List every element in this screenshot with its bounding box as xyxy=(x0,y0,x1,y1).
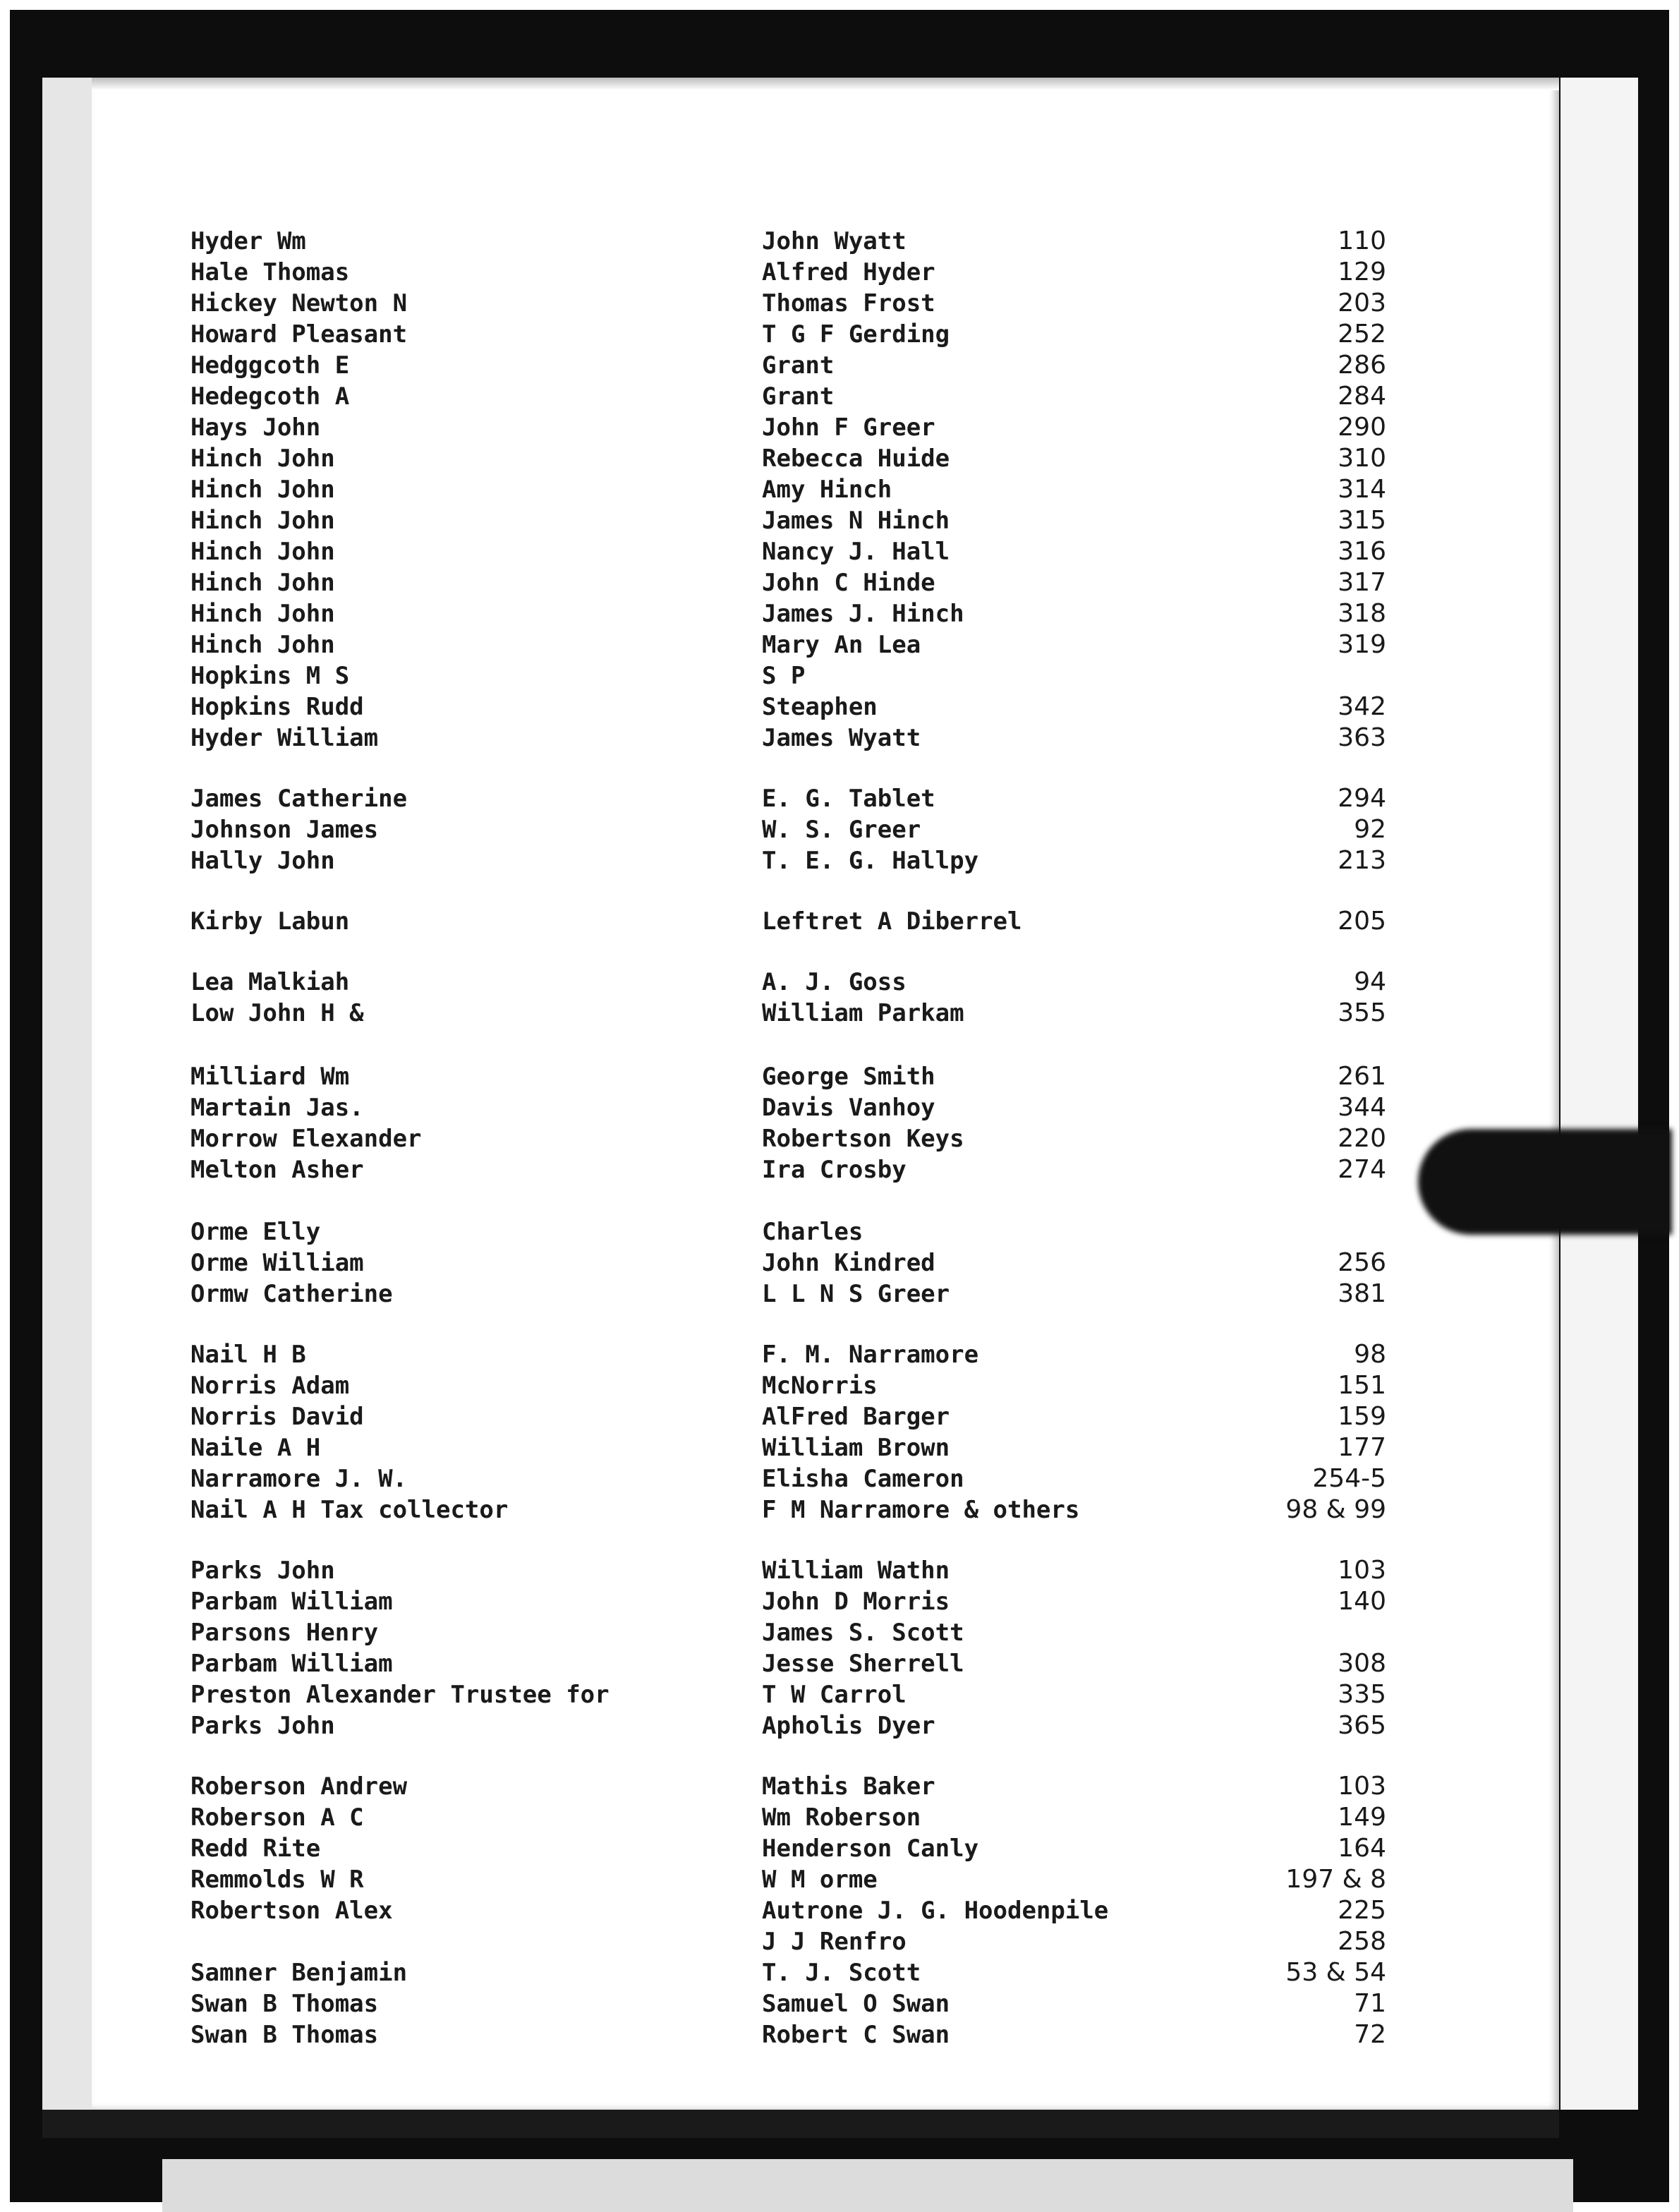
grantee-name: Hinch John xyxy=(190,631,335,659)
grantee-name: Low John H & xyxy=(190,999,364,1027)
index-entry-row xyxy=(92,1279,1559,1310)
index-entry-row xyxy=(92,1092,1559,1123)
page-number: 365 xyxy=(1338,1711,1386,1740)
grantee-name: Roberson A C xyxy=(190,1803,364,1832)
grantee-name: Preston Alexander Trustee for xyxy=(190,1681,610,1709)
grantor-name: William Wathn xyxy=(762,1557,950,1585)
index-entry-row xyxy=(92,1494,1559,1525)
grantor-name: T. E. G. Hallpy xyxy=(762,847,979,875)
index-entry-row xyxy=(92,1864,1559,1895)
frame-edge-bottom xyxy=(42,2110,1559,2138)
grantor-name: William Parkam xyxy=(762,999,964,1027)
grantor-name: McNorris xyxy=(762,1372,878,1400)
grantor-name: Grant xyxy=(762,351,835,380)
grantee-name: Roberson Andrew xyxy=(190,1772,408,1801)
grantee-name: Milliard Wm xyxy=(190,1063,350,1091)
grantor-name: Autrone J. G. Hoodenpile xyxy=(762,1897,1109,1925)
grantor-name: Grant xyxy=(762,382,835,411)
grantor-name: Ira Crosby xyxy=(762,1156,907,1184)
index-entry-row xyxy=(92,1802,1559,1833)
index-entry-row xyxy=(92,505,1559,536)
grantee-name: Orme William xyxy=(190,1249,364,1277)
page-number: 344 xyxy=(1338,1093,1386,1122)
grantee-name: Hedegcoth A xyxy=(190,382,350,411)
page-number: 261 xyxy=(1338,1062,1386,1091)
grantee-name: Hays John xyxy=(190,413,321,442)
index-entry-row xyxy=(92,1833,1559,1864)
index-entry-row xyxy=(92,967,1559,998)
index-entry-row xyxy=(92,1370,1559,1401)
index-entry-row xyxy=(92,1463,1559,1494)
index-entry-row xyxy=(92,845,1559,876)
page-number: 381 xyxy=(1338,1279,1386,1308)
index-entry-row xyxy=(92,474,1559,505)
grantee-name: Parbam William xyxy=(190,1588,393,1616)
grantee-name: Johnson James xyxy=(190,816,379,844)
grantor-name: T W Carrol xyxy=(762,1681,907,1709)
index-entry-row xyxy=(92,319,1559,350)
grantor-name: F. M. Narramore xyxy=(762,1341,979,1369)
index-entry-row xyxy=(92,1771,1559,1802)
page-number: 213 xyxy=(1338,846,1386,875)
grantee-name: Hally John xyxy=(190,847,335,875)
page-number: 103 xyxy=(1338,1772,1386,1801)
grantee-name: Parsons Henry xyxy=(190,1619,379,1647)
index-entry-row xyxy=(92,906,1559,937)
page-number: 151 xyxy=(1338,1371,1386,1400)
index-entry-row xyxy=(92,350,1559,381)
grantee-name: Hopkins M S xyxy=(190,662,350,690)
page-number: 92 xyxy=(1354,815,1386,844)
grantor-name: Amy Hinch xyxy=(762,476,892,504)
grantee-name: Parks John xyxy=(190,1712,335,1740)
grantee-name: Swan B Thomas xyxy=(190,1990,379,2018)
grantee-name: Hinch John xyxy=(190,445,335,473)
page-number: 319 xyxy=(1338,630,1386,659)
page-number: 316 xyxy=(1338,537,1386,566)
grantee-name: Hinch John xyxy=(190,600,335,628)
page-number: 103 xyxy=(1338,1556,1386,1585)
index-entry-row xyxy=(92,1061,1559,1092)
grantor-name: Davis Vanhoy xyxy=(762,1094,935,1122)
grantee-name: Hyder Wm xyxy=(190,227,306,255)
page-number: 225 xyxy=(1338,1896,1386,1925)
page-number: 290 xyxy=(1338,413,1386,442)
grantor-name: W M orme xyxy=(762,1866,878,1894)
grantee-name: Melton Asher xyxy=(190,1156,364,1184)
binding-edge-right xyxy=(1560,78,1638,2110)
index-entry-row xyxy=(92,1432,1559,1463)
grantor-name: John C Hinde xyxy=(762,569,935,597)
page-number: 256 xyxy=(1338,1248,1386,1277)
grantor-name: T. J. Scott xyxy=(762,1959,921,1987)
page-number: 315 xyxy=(1338,506,1386,535)
grantee-name: Kirby Labun xyxy=(190,907,350,936)
page-number: 308 xyxy=(1338,1649,1386,1678)
grantee-name: Hinch John xyxy=(190,476,335,504)
grantee-name: Lea Malkiah xyxy=(190,968,350,996)
index-entry-row xyxy=(92,814,1559,845)
index-entry-row xyxy=(92,1339,1559,1370)
index-entry-row xyxy=(92,1123,1559,1154)
page-number: 342 xyxy=(1338,692,1386,721)
index-entry-row xyxy=(92,1401,1559,1432)
grantor-name: George Smith xyxy=(762,1063,935,1091)
index-entry-row xyxy=(92,1679,1559,1710)
grantee-name: Hopkins Rudd xyxy=(190,693,364,721)
grantor-name: W. S. Greer xyxy=(762,816,921,844)
grantor-name: Thomas Frost xyxy=(762,289,935,318)
grantee-name: Hinch John xyxy=(190,507,335,535)
page-number: 286 xyxy=(1338,351,1386,380)
grantor-name: Robert C Swan xyxy=(762,2021,950,2049)
grantee-name: Robertson Alex xyxy=(190,1897,393,1925)
grantor-name: Alfred Hyder xyxy=(762,258,935,286)
grantee-name: Hickey Newton N xyxy=(190,289,408,318)
grantee-name: Samner Benjamin xyxy=(190,1959,408,1987)
index-entry-row xyxy=(92,2019,1559,2050)
grantee-name: Parks John xyxy=(190,1557,335,1585)
grantee-name: Hyder William xyxy=(190,724,379,752)
page-number: 317 xyxy=(1338,568,1386,597)
index-entry-row xyxy=(92,1247,1559,1279)
page-number: 363 xyxy=(1338,723,1386,752)
page-number: 355 xyxy=(1338,998,1386,1027)
grantee-name: Naile A H xyxy=(190,1434,321,1462)
grantor-name: Nancy J. Hall xyxy=(762,538,950,566)
grantor-name: Wm Roberson xyxy=(762,1803,921,1832)
page-number: 335 xyxy=(1338,1680,1386,1709)
index-entry-row xyxy=(92,783,1559,814)
grantor-name: John D Morris xyxy=(762,1588,950,1616)
grantor-name: Leftret A Diberrel xyxy=(762,907,1022,936)
grantor-name: William Brown xyxy=(762,1434,950,1462)
page-number: 72 xyxy=(1354,2020,1386,2049)
grantor-name: Jesse Sherrell xyxy=(762,1650,964,1678)
grantor-name: Steaphen xyxy=(762,693,878,721)
grantee-name: Norris Adam xyxy=(190,1372,350,1400)
grantor-name: F M Narramore & others xyxy=(762,1496,1080,1524)
grantee-name: James Catherine xyxy=(190,785,408,813)
index-entry-row xyxy=(92,288,1559,319)
page-number: 149 xyxy=(1338,1803,1386,1832)
grantor-name: Robertson Keys xyxy=(762,1125,964,1153)
grantee-name: Swan B Thomas xyxy=(190,2021,379,2049)
page-number: 159 xyxy=(1338,1402,1386,1431)
page-number: 294 xyxy=(1338,784,1386,813)
grantor-name: S P xyxy=(762,662,806,690)
page-number: 71 xyxy=(1354,1989,1386,2018)
grantee-name: Hinch John xyxy=(190,569,335,597)
page-number: 310 xyxy=(1338,444,1386,473)
grantor-name: T G F Gerding xyxy=(762,320,950,349)
page-number: 274 xyxy=(1338,1155,1386,1184)
grantee-name: Martain Jas. xyxy=(190,1094,364,1122)
index-entry-row xyxy=(92,412,1559,443)
page-number: 164 xyxy=(1338,1834,1386,1863)
grantee-name: Norris David xyxy=(190,1403,364,1431)
grantor-name: J J Renfro xyxy=(762,1928,907,1956)
page-number: 252 xyxy=(1338,320,1386,349)
index-entry-row xyxy=(92,443,1559,474)
page-number: 197 & 8 xyxy=(1285,1865,1386,1894)
index-entry-row xyxy=(92,1988,1559,2019)
index-entry-row xyxy=(92,1710,1559,1741)
bottom-strip xyxy=(162,2159,1573,2212)
grantor-name: Charles xyxy=(762,1218,863,1246)
page-number: 177 xyxy=(1338,1433,1386,1462)
index-entry-row xyxy=(92,536,1559,567)
document-sheet xyxy=(92,78,1559,2110)
grantee-name: Narramore J. W. xyxy=(190,1465,408,1493)
index-entry-row xyxy=(92,1216,1559,1247)
grantor-name: John Kindred xyxy=(762,1249,935,1277)
page-number: 258 xyxy=(1338,1927,1386,1956)
grantee-name: Hale Thomas xyxy=(190,258,350,286)
index-entry-row xyxy=(92,1895,1559,1926)
grantor-name: Elisha Cameron xyxy=(762,1465,964,1493)
page-number: 94 xyxy=(1354,967,1386,996)
grantee-name: Morrow Elexander xyxy=(190,1125,422,1153)
index-entry-row xyxy=(92,1555,1559,1586)
index-entry-row xyxy=(92,1926,1559,1957)
index-entry-row xyxy=(92,998,1559,1029)
index-entry-row xyxy=(92,226,1559,257)
grantee-name: Hedggcoth E xyxy=(190,351,350,380)
grantor-name: James Wyatt xyxy=(762,724,921,752)
index-entry-row xyxy=(92,598,1559,629)
page-number: 314 xyxy=(1338,475,1386,504)
index-entry-row xyxy=(92,723,1559,754)
index-entry-row xyxy=(92,1957,1559,1988)
grantor-name: Rebecca Huide xyxy=(762,445,950,473)
index-entry-row xyxy=(92,1586,1559,1617)
frame-edge-left xyxy=(42,78,92,2110)
page-number: 318 xyxy=(1338,599,1386,628)
grantor-name: James N Hinch xyxy=(762,507,950,535)
grantee-name: Hinch John xyxy=(190,538,335,566)
index-entries xyxy=(92,78,1559,2110)
grantor-name: John Wyatt xyxy=(762,227,907,255)
index-entry-row xyxy=(92,660,1559,691)
page-number: 220 xyxy=(1338,1124,1386,1153)
index-entry-row xyxy=(92,1617,1559,1648)
grantor-name: E. G. Tablet xyxy=(762,785,935,813)
grantor-name: L L N S Greer xyxy=(762,1280,950,1308)
grantor-name: A. J. Goss xyxy=(762,968,907,996)
grantee-name: Nail A H Tax collector xyxy=(190,1496,509,1524)
finger-shadow xyxy=(1418,1129,1672,1235)
grantee-name: Orme Elly xyxy=(190,1218,321,1246)
page-number: 205 xyxy=(1338,907,1386,936)
grantor-name: AlFred Barger xyxy=(762,1403,950,1431)
grantor-name: Mary An Lea xyxy=(762,631,921,659)
index-entry-row xyxy=(92,257,1559,288)
index-entry-row xyxy=(92,567,1559,598)
page-number: 254-5 xyxy=(1312,1464,1386,1493)
page-number: 284 xyxy=(1338,382,1386,411)
page-number: 110 xyxy=(1338,226,1386,255)
index-entry-row xyxy=(92,691,1559,723)
index-entry-row xyxy=(92,1648,1559,1679)
page-number: 98 & 99 xyxy=(1285,1495,1386,1524)
grantee-name: Ormw Catherine xyxy=(190,1280,393,1308)
grantee-name: Remmolds W R xyxy=(190,1866,364,1894)
grantor-name: John F Greer xyxy=(762,413,935,442)
index-entry-row xyxy=(92,1154,1559,1185)
grantee-name: Parbam William xyxy=(190,1650,393,1678)
page-number: 203 xyxy=(1338,289,1386,318)
grantor-name: Henderson Canly xyxy=(762,1835,979,1863)
page-number: 53 & 54 xyxy=(1285,1958,1386,1987)
index-entry-row xyxy=(92,381,1559,412)
page-number: 129 xyxy=(1338,258,1386,286)
grantor-name: Mathis Baker xyxy=(762,1772,935,1801)
page-number: 140 xyxy=(1338,1587,1386,1616)
index-entry-row xyxy=(92,629,1559,660)
grantor-name: Apholis Dyer xyxy=(762,1712,935,1740)
grantor-name: Samuel O Swan xyxy=(762,1990,950,2018)
grantee-name: Redd Rite xyxy=(190,1835,321,1863)
grantor-name: James S. Scott xyxy=(762,1619,964,1647)
page-number: 98 xyxy=(1354,1340,1386,1369)
grantee-name: Howard Pleasant xyxy=(190,320,408,349)
grantee-name: Nail H B xyxy=(190,1341,306,1369)
grantor-name: James J. Hinch xyxy=(762,600,964,628)
